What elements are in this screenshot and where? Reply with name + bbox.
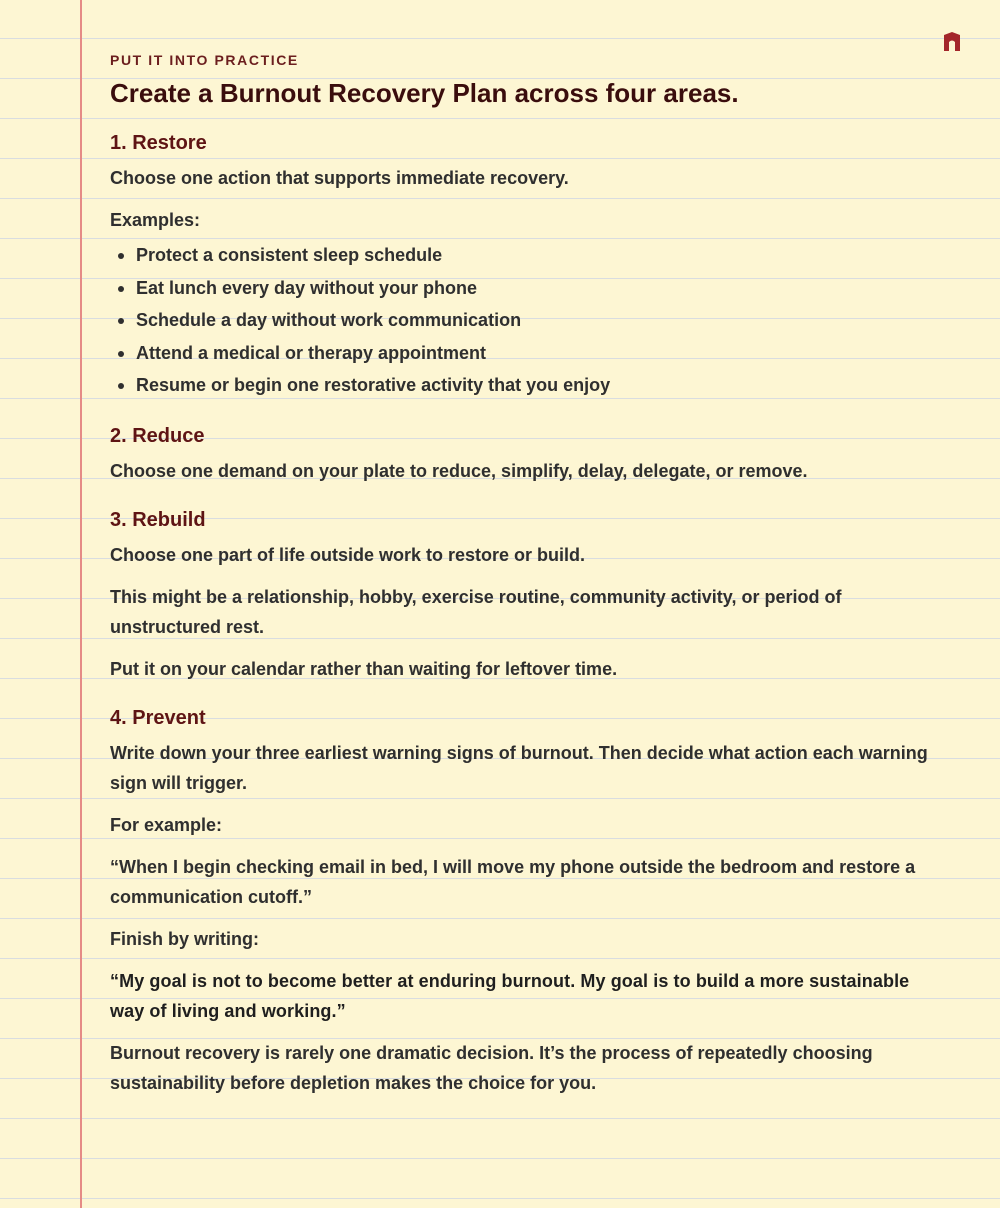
shield-logo-icon bbox=[942, 31, 962, 53]
section-heading-rebuild: 3. Rebuild bbox=[110, 508, 206, 531]
notebook-margin-line bbox=[80, 0, 82, 1208]
examples-label: Examples: bbox=[110, 210, 201, 230]
section-heading-restore: 1. Restore bbox=[110, 132, 207, 154]
closing-paragraph: Burnout recovery is rarely one dramatic decision. It’s the process of repeatedly choosing sustainability before depletion makes the choice for you. bbox=[110, 1042, 873, 1093]
examples-list bbox=[118, 239, 930, 402]
list-item: Eat lunch every day without your phone bbox=[118, 272, 930, 305]
section-prevent bbox=[110, 704, 930, 1098]
section-heading-prevent: 4. Prevent bbox=[110, 706, 206, 729]
rebuild-paragraph-1: Choose one part of life outside work to restore or build. bbox=[110, 544, 586, 565]
section-restore bbox=[110, 129, 930, 402]
prevent-paragraph-1: Write down your three earliest warning signs of burnout. Then decide what action each warning sign will trigger. bbox=[110, 742, 928, 793]
goal-quote: “My goal is not to become better at enduring burnout. My goal is to build a more sustainable way of living and working.” bbox=[110, 970, 910, 1021]
section-reduce bbox=[110, 422, 930, 486]
section-heading-reduce: 2. Reduce bbox=[110, 424, 205, 447]
prevent-paragraph-2: For example: bbox=[110, 814, 223, 835]
prevent-paragraph-4: Finish by writing: bbox=[110, 928, 259, 949]
eyebrow-label: PUT IT INTO PRACTICE bbox=[110, 52, 299, 68]
list-item: Protect a consistent sleep schedule bbox=[118, 239, 930, 272]
restore-intro: Choose one action that supports immediate recovery. bbox=[110, 168, 569, 188]
list-item: Schedule a day without work communication bbox=[118, 304, 930, 337]
page-title: Create a Burnout Recovery Plan across four areas. bbox=[110, 78, 739, 108]
prevent-example-quote: “When I begin checking email in bed, I will move my phone outside the bedroom and restore a communication cutoff.” bbox=[110, 856, 916, 907]
rebuild-paragraph-2: This might be a relationship, hobby, exercise routine, community activity, or period of unstructured rest. bbox=[110, 586, 842, 637]
reduce-body: Choose one demand on your plate to reduce, simplify, delay, delegate, or remove. bbox=[110, 460, 808, 481]
list-item: Resume or begin one restorative activity that you enjoy bbox=[118, 369, 930, 402]
rebuild-paragraph-3: Put it on your calendar rather than waiting for leftover time. bbox=[110, 658, 618, 679]
section-rebuild bbox=[110, 506, 930, 684]
practice-card bbox=[110, 50, 930, 1110]
list-item: Attend a medical or therapy appointment bbox=[118, 337, 930, 370]
